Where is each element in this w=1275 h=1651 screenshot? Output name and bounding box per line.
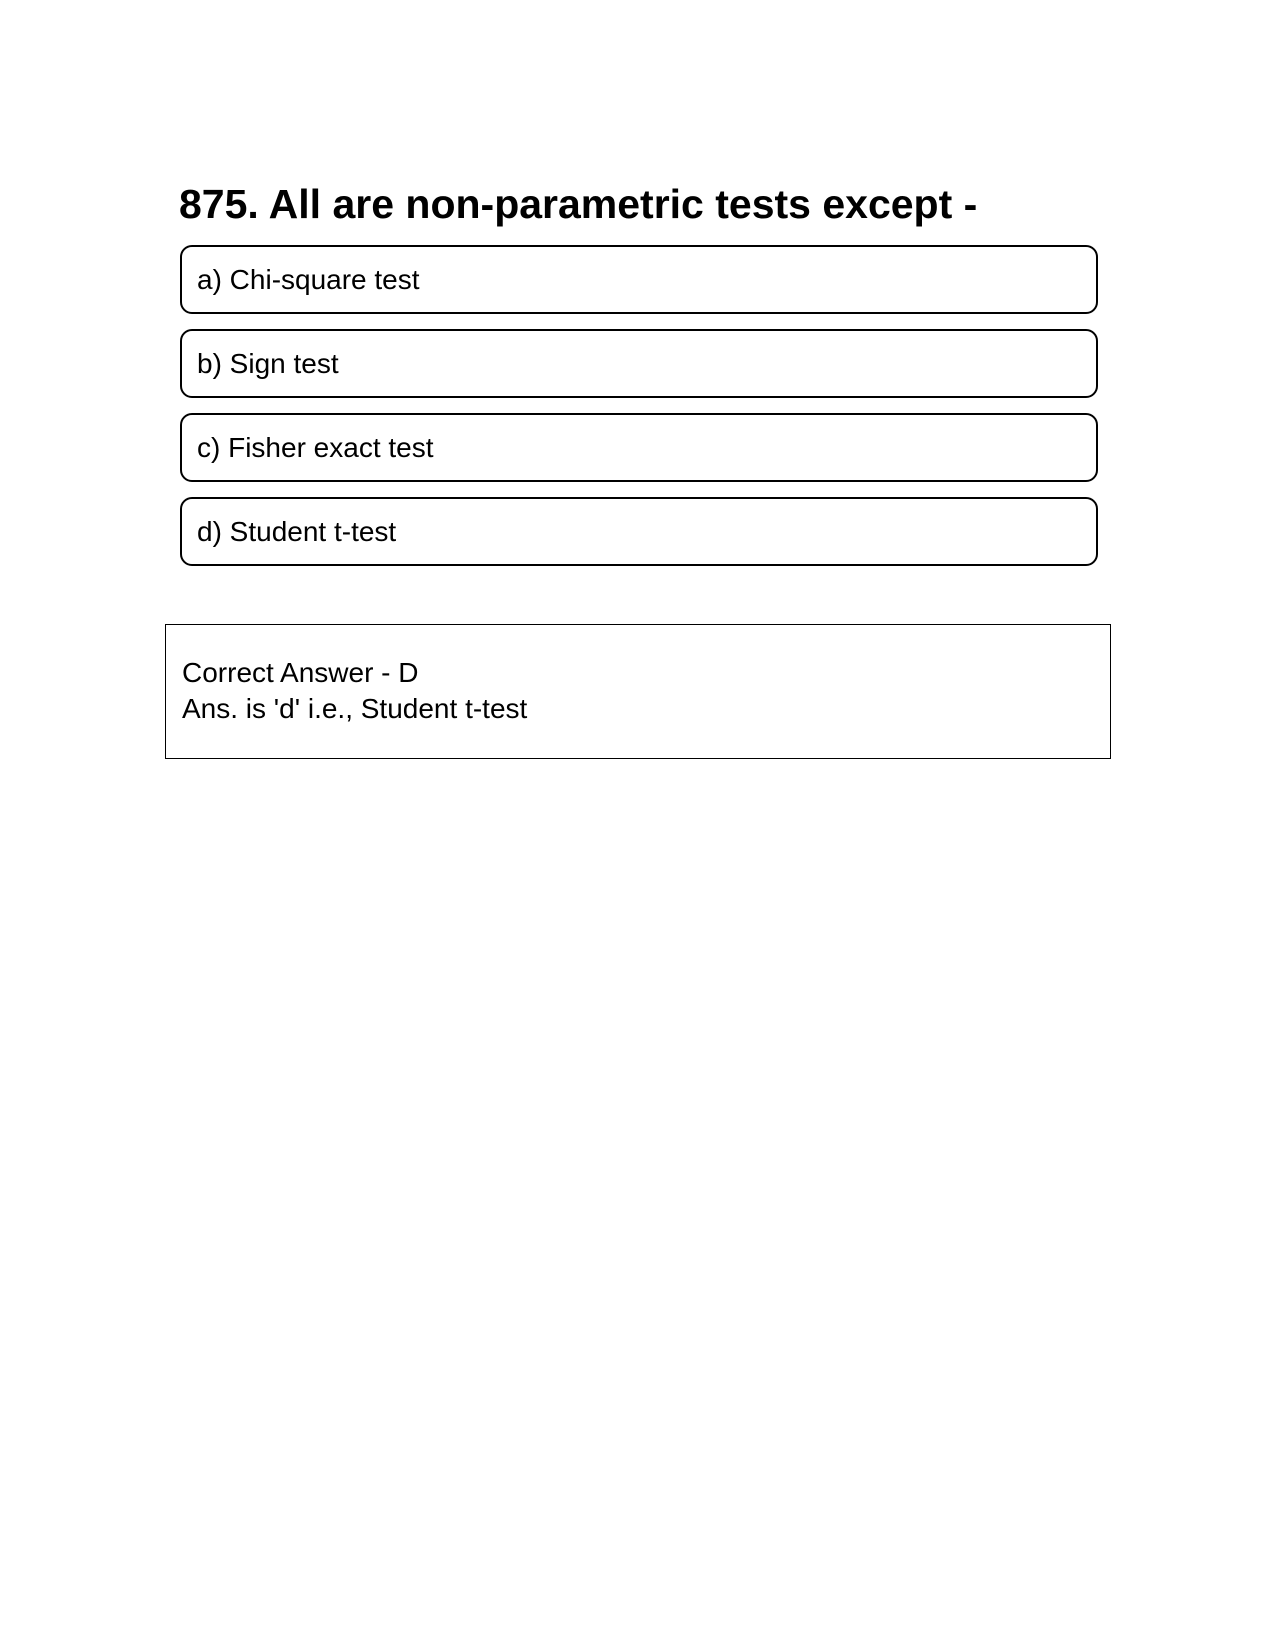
option-d[interactable] [180, 497, 1098, 566]
answer-explanation: Ans. is 'd' i.e., Student t-test [182, 693, 528, 724]
options-list [180, 245, 1098, 581]
option-c[interactable] [180, 413, 1098, 482]
question-title: 875. All are non-parametric tests except - [179, 181, 978, 227]
option-b[interactable] [180, 329, 1098, 398]
answer-box [165, 624, 1111, 759]
option-a-label: a) Chi-square test [197, 263, 420, 295]
correct-answer: Correct Answer - D [182, 657, 419, 688]
option-a[interactable] [180, 245, 1098, 314]
option-d-label: d) Student t-test [197, 515, 397, 547]
option-b-label: b) Sign test [197, 347, 339, 379]
option-c-label: c) Fisher exact test [197, 431, 434, 463]
